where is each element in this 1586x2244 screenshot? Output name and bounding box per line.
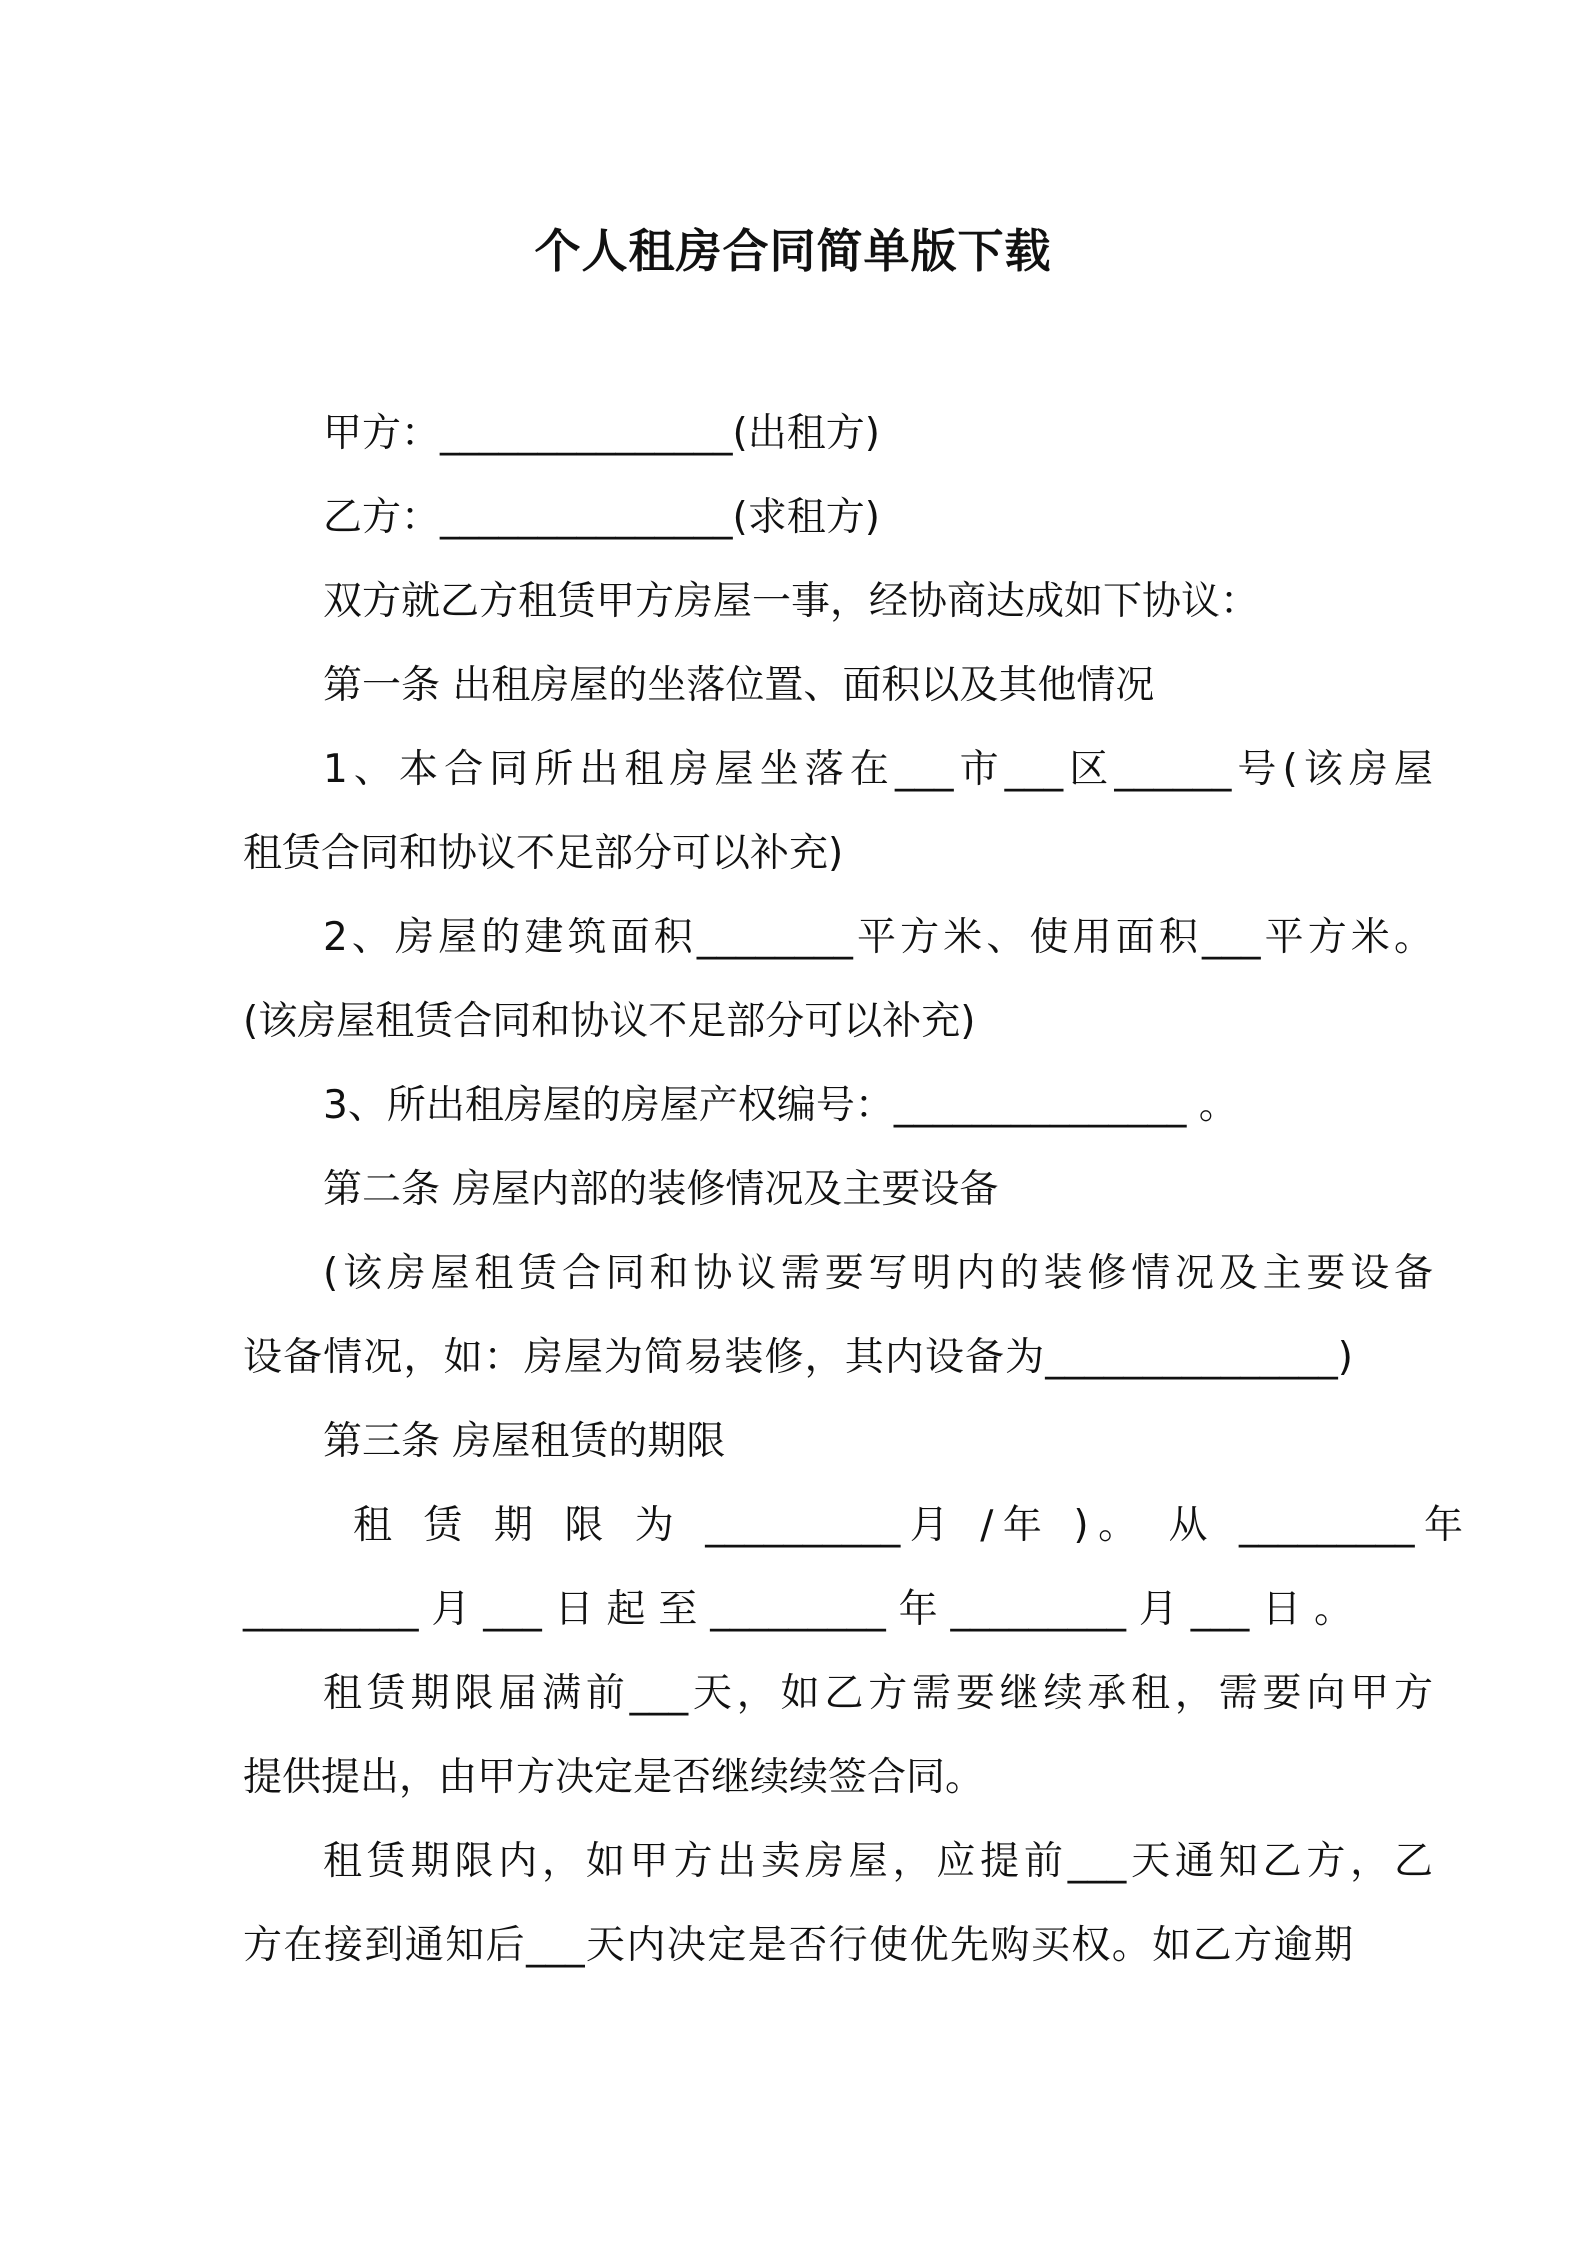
clause-1-3: 3、所出租房屋的房屋产权编号：_______________ 。 (323, 1083, 1238, 1128)
clause-1-2-line-2: (该房屋租赁合同和协议不足部分可以补充) (243, 999, 976, 1044)
renewal-line-2: 提供提出，由甲方决定是否继续续签合同。 (243, 1755, 985, 1800)
document-title: 个人租房合同简单版下载 (534, 224, 1052, 278)
renewal-line-1: 租赁期限届满前___天，如乙方需要继续承租，需要向甲方 (323, 1671, 1433, 1716)
clause-1-2-line-1: 2、房屋的建筑面积________平方米、使用面积___平方米。 (323, 915, 1433, 960)
agreement-intro: 双方就乙方租赁甲方房屋一事，经协商达成如下协议： (323, 579, 1260, 624)
lease-term-line-1: 租 赁 期 限 为 __________月 /年 )。 从 _________年 (353, 1503, 1463, 1548)
article-3-heading: 第三条 房屋租赁的期限 (323, 1419, 726, 1464)
party-a-line: 甲方：_______________(出租方) (323, 411, 880, 456)
sale-notice-line-2: 方在接到通知后___天内决定是否行使优先购买权。如乙方逾期 (243, 1923, 1353, 1968)
sale-notice-line-1: 租赁期限内，如甲方出卖房屋，应提前___天通知乙方，乙 (323, 1839, 1433, 1884)
party-b-line: 乙方：_______________(求租方) (323, 495, 880, 540)
article-1-heading: 第一条 出租房屋的坐落位置、面积以及其他情况 (323, 663, 1155, 708)
article-2-heading: 第二条 房屋内部的装修情况及主要设备 (323, 1167, 999, 1212)
article-2-note-line-2: 设备情况，如：房屋为简易装修，其内设备为_______________) (243, 1335, 1353, 1380)
lease-term-line-2: _________月___日起至_________年_________月___日。 (243, 1587, 1353, 1632)
clause-1-1-line-1: 1、本合同所出租房屋坐落在___市___区______号(该房屋 (323, 747, 1433, 792)
clause-1-1-line-2: 租赁合同和协议不足部分可以补充) (243, 831, 844, 876)
article-2-note-line-1: (该房屋租赁合同和协议需要写明内的装修情况及主要设备 (323, 1251, 1433, 1296)
